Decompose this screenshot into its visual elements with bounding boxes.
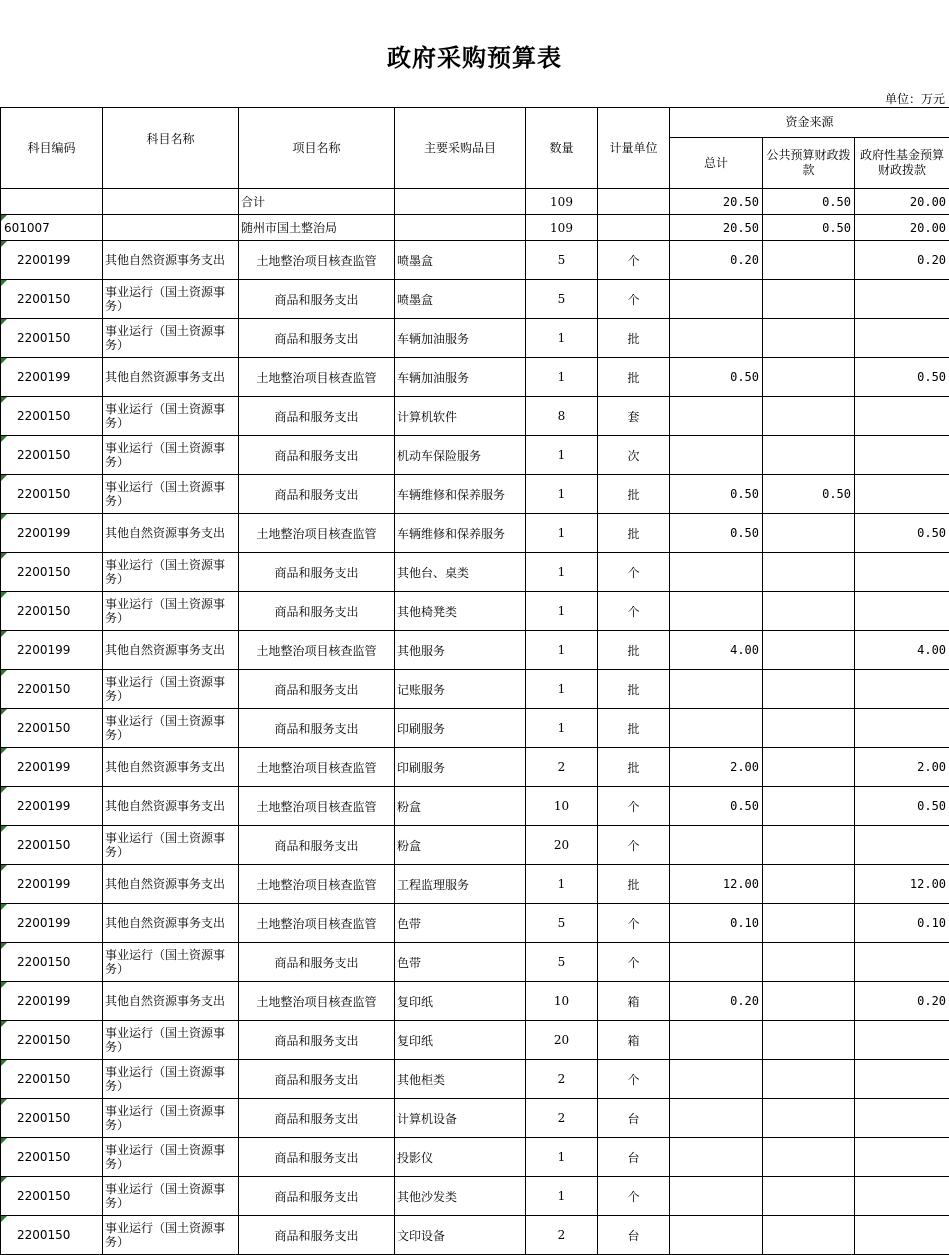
qty-cell: 2 xyxy=(526,1060,598,1099)
gov-cell xyxy=(855,475,949,514)
header-gov-fund: 政府性基金预算财政拨款 xyxy=(855,138,949,189)
code-cell: 2200150 xyxy=(1,436,103,475)
table-row xyxy=(1,1216,949,1255)
item-cell: 粉盒 xyxy=(395,826,526,865)
header-total: 总计 xyxy=(670,138,763,189)
code-cell: 2200150 xyxy=(1,397,103,436)
total-cell xyxy=(670,280,763,319)
qty-cell: 2 xyxy=(526,748,598,787)
item-cell: 粉盒 xyxy=(395,787,526,826)
gov-cell: 0.50 xyxy=(855,514,949,553)
total-cell xyxy=(670,1060,763,1099)
public-cell xyxy=(763,553,855,592)
table-row xyxy=(1,865,949,904)
public-cell xyxy=(763,709,855,748)
item-cell: 记账服务 xyxy=(395,670,526,709)
code-cell: 2200150 xyxy=(1,553,103,592)
total-subject-cell xyxy=(103,189,239,215)
unit-label: 单位：万元 xyxy=(885,90,945,107)
code-cell: 2200150 xyxy=(1,1099,103,1138)
project-cell: 商品和服务支出 xyxy=(239,475,395,514)
total-cell xyxy=(670,592,763,631)
uom-cell: 个 xyxy=(598,826,670,865)
item-cell: 机动车保险服务 xyxy=(395,436,526,475)
table-row xyxy=(1,943,949,982)
qty-cell: 8 xyxy=(526,397,598,436)
header-fund-source: 资金来源 xyxy=(670,108,949,138)
qty-cell: 5 xyxy=(526,280,598,319)
item-cell: 车辆加油服务 xyxy=(395,319,526,358)
subject-cell: 事业运行（国土资源事务） xyxy=(103,436,239,475)
org-code: 601007 xyxy=(1,215,103,241)
code-cell: 2200150 xyxy=(1,826,103,865)
code-cell: 2200150 xyxy=(1,670,103,709)
code-cell: 2200150 xyxy=(1,1138,103,1177)
item-cell: 计算机设备 xyxy=(395,1099,526,1138)
gov-cell xyxy=(855,280,949,319)
gov-cell xyxy=(855,826,949,865)
subject-cell: 其他自然资源事务支出 xyxy=(103,748,239,787)
uom-cell: 箱 xyxy=(598,982,670,1021)
public-cell xyxy=(763,748,855,787)
public-cell xyxy=(763,358,855,397)
total-code-cell xyxy=(1,189,103,215)
org-name: 随州市国土整治局 xyxy=(239,215,395,241)
project-cell: 商品和服务支出 xyxy=(239,319,395,358)
total-cell: 0.50 xyxy=(670,475,763,514)
header-code: 科目编码 xyxy=(1,108,103,189)
subject-cell: 事业运行（国土资源事务） xyxy=(103,943,239,982)
subject-cell: 其他自然资源事务支出 xyxy=(103,241,239,280)
total-public: 0.50 xyxy=(763,189,855,215)
subject-cell: 事业运行（国土资源事务） xyxy=(103,1177,239,1216)
uom-cell: 台 xyxy=(598,1099,670,1138)
total-cell: 0.50 xyxy=(670,358,763,397)
project-cell: 土地整治项目核查监管 xyxy=(239,748,395,787)
project-cell: 商品和服务支出 xyxy=(239,1021,395,1060)
subject-cell: 事业运行（国土资源事务） xyxy=(103,397,239,436)
gov-cell xyxy=(855,1138,949,1177)
public-cell xyxy=(763,1177,855,1216)
qty-cell: 10 xyxy=(526,982,598,1021)
gov-cell xyxy=(855,319,949,358)
project-cell: 商品和服务支出 xyxy=(239,709,395,748)
org-gov: 20.00 xyxy=(855,215,949,241)
uom-cell: 个 xyxy=(598,1177,670,1216)
total-cell xyxy=(670,826,763,865)
gov-cell: 0.10 xyxy=(855,904,949,943)
budget-table xyxy=(0,107,949,1255)
subject-cell: 其他自然资源事务支出 xyxy=(103,982,239,1021)
subject-cell: 事业运行（国土资源事务） xyxy=(103,475,239,514)
item-cell: 文印设备 xyxy=(395,1216,526,1255)
code-cell: 2200150 xyxy=(1,709,103,748)
total-cell xyxy=(670,1138,763,1177)
table-row xyxy=(1,241,949,280)
uom-cell: 批 xyxy=(598,358,670,397)
uom-cell: 台 xyxy=(598,1138,670,1177)
item-cell: 车辆维修和保养服务 xyxy=(395,514,526,553)
gov-cell xyxy=(855,592,949,631)
item-cell: 印刷服务 xyxy=(395,748,526,787)
gov-cell: 4.00 xyxy=(855,631,949,670)
subject-cell: 事业运行（国土资源事务） xyxy=(103,1021,239,1060)
table-row xyxy=(1,553,949,592)
project-cell: 商品和服务支出 xyxy=(239,1138,395,1177)
table-row xyxy=(1,1021,949,1060)
qty-cell: 1 xyxy=(526,514,598,553)
item-cell: 色带 xyxy=(395,904,526,943)
gov-cell xyxy=(855,1099,949,1138)
qty-cell: 20 xyxy=(526,826,598,865)
qty-cell: 10 xyxy=(526,787,598,826)
qty-cell: 1 xyxy=(526,436,598,475)
project-cell: 土地整治项目核查监管 xyxy=(239,631,395,670)
project-cell: 土地整治项目核查监管 xyxy=(239,241,395,280)
public-cell xyxy=(763,670,855,709)
public-cell xyxy=(763,436,855,475)
gov-cell xyxy=(855,436,949,475)
code-cell: 2200150 xyxy=(1,475,103,514)
code-cell: 2200150 xyxy=(1,1021,103,1060)
total-cell: 0.20 xyxy=(670,241,763,280)
table-row xyxy=(1,592,949,631)
qty-cell: 1 xyxy=(526,709,598,748)
table-row xyxy=(1,319,949,358)
uom-cell: 批 xyxy=(598,865,670,904)
uom-cell: 箱 xyxy=(598,1021,670,1060)
total-cell: 0.20 xyxy=(670,982,763,1021)
qty-cell: 1 xyxy=(526,1138,598,1177)
item-cell: 复印纸 xyxy=(395,982,526,1021)
item-cell: 投影仪 xyxy=(395,1138,526,1177)
project-cell: 商品和服务支出 xyxy=(239,1099,395,1138)
public-cell xyxy=(763,865,855,904)
table-row xyxy=(1,1138,949,1177)
project-cell: 土地整治项目核查监管 xyxy=(239,358,395,397)
table-row xyxy=(1,514,949,553)
subject-cell: 其他自然资源事务支出 xyxy=(103,358,239,397)
code-cell: 2200199 xyxy=(1,748,103,787)
item-cell: 复印纸 xyxy=(395,1021,526,1060)
public-cell xyxy=(763,1021,855,1060)
qty-cell: 1 xyxy=(526,319,598,358)
uom-cell: 批 xyxy=(598,670,670,709)
public-cell: 0.50 xyxy=(763,475,855,514)
total-cell: 2.00 xyxy=(670,748,763,787)
qty-cell: 20 xyxy=(526,1021,598,1060)
item-cell: 其他柜类 xyxy=(395,1060,526,1099)
project-cell: 商品和服务支出 xyxy=(239,826,395,865)
org-subject-cell xyxy=(103,215,239,241)
total-cell xyxy=(670,1021,763,1060)
project-cell: 商品和服务支出 xyxy=(239,943,395,982)
gov-cell xyxy=(855,1021,949,1060)
subject-cell: 其他自然资源事务支出 xyxy=(103,865,239,904)
header-project: 项目名称 xyxy=(239,108,395,189)
uom-cell: 个 xyxy=(598,904,670,943)
public-cell xyxy=(763,319,855,358)
table-row xyxy=(1,670,949,709)
uom-cell: 次 xyxy=(598,436,670,475)
total-cell: 12.00 xyxy=(670,865,763,904)
gov-cell xyxy=(855,709,949,748)
code-cell: 2200199 xyxy=(1,865,103,904)
table-row xyxy=(1,787,949,826)
org-public: 0.50 xyxy=(763,215,855,241)
gov-cell xyxy=(855,553,949,592)
public-cell xyxy=(763,592,855,631)
code-cell: 2200199 xyxy=(1,631,103,670)
subject-cell: 事业运行（国土资源事务） xyxy=(103,826,239,865)
public-cell xyxy=(763,904,855,943)
code-cell: 2200150 xyxy=(1,280,103,319)
total-cell xyxy=(670,943,763,982)
total-cell: 0.50 xyxy=(670,514,763,553)
uom-cell: 批 xyxy=(598,475,670,514)
project-cell: 土地整治项目核查监管 xyxy=(239,514,395,553)
total-gov: 20.00 xyxy=(855,189,949,215)
code-cell: 2200199 xyxy=(1,241,103,280)
item-cell: 色带 xyxy=(395,943,526,982)
gov-cell xyxy=(855,1060,949,1099)
org-qty: 109 xyxy=(526,215,598,241)
subject-cell: 事业运行（国土资源事务） xyxy=(103,1060,239,1099)
public-cell xyxy=(763,1138,855,1177)
subject-cell: 其他自然资源事务支出 xyxy=(103,514,239,553)
total-cell: 4.00 xyxy=(670,631,763,670)
item-cell: 车辆加油服务 xyxy=(395,358,526,397)
table-row xyxy=(1,358,949,397)
gov-cell: 12.00 xyxy=(855,865,949,904)
total-cell xyxy=(670,397,763,436)
table-row xyxy=(1,631,949,670)
table-row xyxy=(1,475,949,514)
total-cell xyxy=(670,1177,763,1216)
qty-cell: 1 xyxy=(526,592,598,631)
public-cell xyxy=(763,397,855,436)
public-cell xyxy=(763,982,855,1021)
project-cell: 土地整治项目核查监管 xyxy=(239,865,395,904)
table-row xyxy=(1,1099,949,1138)
qty-cell: 2 xyxy=(526,1099,598,1138)
total-cell xyxy=(670,670,763,709)
subject-cell: 事业运行（国土资源事务） xyxy=(103,670,239,709)
code-cell: 2200150 xyxy=(1,1060,103,1099)
header-item: 主要采购品目 xyxy=(395,108,526,189)
code-cell: 2200199 xyxy=(1,904,103,943)
uom-cell: 批 xyxy=(598,514,670,553)
code-cell: 2200199 xyxy=(1,514,103,553)
subject-cell: 其他自然资源事务支出 xyxy=(103,631,239,670)
item-cell: 其他台、桌类 xyxy=(395,553,526,592)
gov-cell xyxy=(855,1177,949,1216)
total-cell xyxy=(670,709,763,748)
total-cell: 0.10 xyxy=(670,904,763,943)
header-qty: 数量 xyxy=(526,108,598,189)
total-cell xyxy=(670,1216,763,1255)
item-cell: 其他沙发类 xyxy=(395,1177,526,1216)
total-row xyxy=(1,189,949,215)
table-row xyxy=(1,826,949,865)
org-total: 20.50 xyxy=(670,215,763,241)
qty-cell: 2 xyxy=(526,1216,598,1255)
gov-cell: 0.50 xyxy=(855,358,949,397)
qty-cell: 1 xyxy=(526,631,598,670)
table-row xyxy=(1,748,949,787)
public-cell xyxy=(763,943,855,982)
table-row xyxy=(1,436,949,475)
project-cell: 商品和服务支出 xyxy=(239,1216,395,1255)
org-row xyxy=(1,215,949,241)
public-cell xyxy=(763,1216,855,1255)
subject-cell: 事业运行（国土资源事务） xyxy=(103,709,239,748)
qty-cell: 5 xyxy=(526,241,598,280)
org-item-cell xyxy=(395,215,526,241)
gov-cell xyxy=(855,670,949,709)
subject-cell: 事业运行（国土资源事务） xyxy=(103,319,239,358)
project-cell: 土地整治项目核查监管 xyxy=(239,904,395,943)
subject-cell: 事业运行（国土资源事务） xyxy=(103,1099,239,1138)
uom-cell: 个 xyxy=(598,280,670,319)
subject-cell: 事业运行（国土资源事务） xyxy=(103,553,239,592)
project-cell: 商品和服务支出 xyxy=(239,1177,395,1216)
public-cell xyxy=(763,514,855,553)
public-cell xyxy=(763,280,855,319)
qty-cell: 1 xyxy=(526,670,598,709)
qty-cell: 5 xyxy=(526,904,598,943)
code-cell: 2200150 xyxy=(1,319,103,358)
subject-cell: 事业运行（国土资源事务） xyxy=(103,280,239,319)
gov-cell xyxy=(855,1216,949,1255)
table-row xyxy=(1,1177,949,1216)
project-cell: 商品和服务支出 xyxy=(239,592,395,631)
public-cell xyxy=(763,787,855,826)
total-cell xyxy=(670,1099,763,1138)
qty-cell: 1 xyxy=(526,865,598,904)
project-cell: 商品和服务支出 xyxy=(239,397,395,436)
code-cell: 2200199 xyxy=(1,982,103,1021)
total-uom-cell xyxy=(598,189,670,215)
code-cell: 2200150 xyxy=(1,943,103,982)
qty-cell: 1 xyxy=(526,358,598,397)
total-total: 20.50 xyxy=(670,189,763,215)
code-cell: 2200150 xyxy=(1,1177,103,1216)
project-cell: 商品和服务支出 xyxy=(239,1060,395,1099)
total-qty: 109 xyxy=(526,189,598,215)
public-cell xyxy=(763,241,855,280)
uom-cell: 批 xyxy=(598,748,670,787)
page-title: 政府采购预算表 xyxy=(0,38,949,73)
public-cell xyxy=(763,631,855,670)
code-cell: 2200199 xyxy=(1,358,103,397)
item-cell: 喷墨盒 xyxy=(395,241,526,280)
project-cell: 商品和服务支出 xyxy=(239,670,395,709)
gov-cell xyxy=(855,943,949,982)
item-cell: 喷墨盒 xyxy=(395,280,526,319)
gov-cell: 0.20 xyxy=(855,241,949,280)
item-cell: 其他椅凳类 xyxy=(395,592,526,631)
public-cell xyxy=(763,826,855,865)
org-uom-cell xyxy=(598,215,670,241)
table-row xyxy=(1,1060,949,1099)
project-cell: 商品和服务支出 xyxy=(239,280,395,319)
code-cell: 2200150 xyxy=(1,1216,103,1255)
code-cell: 2200199 xyxy=(1,787,103,826)
uom-cell: 批 xyxy=(598,319,670,358)
total-cell xyxy=(670,436,763,475)
uom-cell: 台 xyxy=(598,1216,670,1255)
header-uom: 计量单位 xyxy=(598,108,670,189)
item-cell: 计算机软件 xyxy=(395,397,526,436)
subject-cell: 事业运行（国土资源事务） xyxy=(103,1216,239,1255)
qty-cell: 1 xyxy=(526,1177,598,1216)
uom-cell: 个 xyxy=(598,241,670,280)
qty-cell: 1 xyxy=(526,475,598,514)
uom-cell: 个 xyxy=(598,787,670,826)
total-cell xyxy=(670,553,763,592)
table-row xyxy=(1,280,949,319)
qty-cell: 5 xyxy=(526,943,598,982)
gov-cell xyxy=(855,397,949,436)
project-cell: 土地整治项目核查监管 xyxy=(239,787,395,826)
project-cell: 商品和服务支出 xyxy=(239,553,395,592)
qty-cell: 1 xyxy=(526,553,598,592)
total-item-cell xyxy=(395,189,526,215)
total-cell: 0.50 xyxy=(670,787,763,826)
total-label: 合计 xyxy=(239,189,395,215)
uom-cell: 批 xyxy=(598,709,670,748)
item-cell: 其他服务 xyxy=(395,631,526,670)
table-row xyxy=(1,904,949,943)
item-cell: 车辆维修和保养服务 xyxy=(395,475,526,514)
subject-cell: 事业运行（国土资源事务） xyxy=(103,592,239,631)
uom-cell: 个 xyxy=(598,553,670,592)
project-cell: 商品和服务支出 xyxy=(239,436,395,475)
item-cell: 印刷服务 xyxy=(395,709,526,748)
project-cell: 土地整治项目核查监管 xyxy=(239,982,395,1021)
public-cell xyxy=(763,1060,855,1099)
header-public-budget: 公共预算财政拨款 xyxy=(763,138,855,189)
table-row xyxy=(1,709,949,748)
table-row xyxy=(1,982,949,1021)
table-row xyxy=(1,397,949,436)
uom-cell: 套 xyxy=(598,397,670,436)
public-cell xyxy=(763,1099,855,1138)
uom-cell: 个 xyxy=(598,1060,670,1099)
item-cell: 工程监理服务 xyxy=(395,865,526,904)
uom-cell: 批 xyxy=(598,631,670,670)
gov-cell: 0.50 xyxy=(855,787,949,826)
gov-cell: 2.00 xyxy=(855,748,949,787)
total-cell xyxy=(670,319,763,358)
subject-cell: 其他自然资源事务支出 xyxy=(103,904,239,943)
subject-cell: 其他自然资源事务支出 xyxy=(103,787,239,826)
uom-cell: 个 xyxy=(598,943,670,982)
code-cell: 2200150 xyxy=(1,592,103,631)
header-subject: 科目名称 xyxy=(103,108,239,189)
uom-cell: 个 xyxy=(598,592,670,631)
gov-cell: 0.20 xyxy=(855,982,949,1021)
subject-cell: 事业运行（国土资源事务） xyxy=(103,1138,239,1177)
